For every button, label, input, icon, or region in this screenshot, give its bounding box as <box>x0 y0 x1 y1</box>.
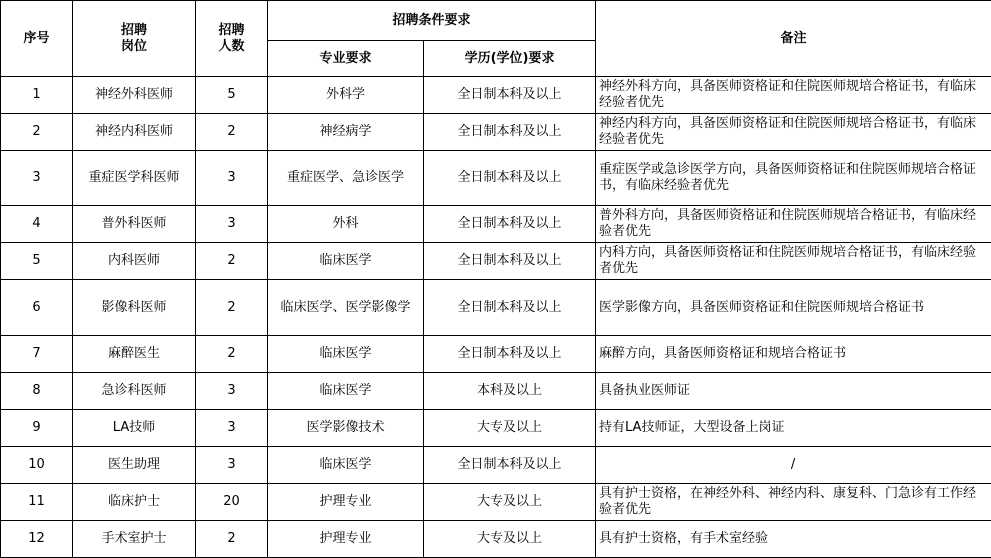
cell-seq: 5 <box>1 243 73 280</box>
cell-remark: 神经内科方向，具备医师资格证和住院医师规培合格证书，有临床经验者优先 <box>596 114 991 151</box>
cell-remark: 内科方向，具备医师资格证和住院医师规培合格证书，有临床经验者优先 <box>596 243 991 280</box>
table-row <box>1 280 991 335</box>
header-row <box>1 1 991 41</box>
cell-education: 全日制本科及以上 <box>424 446 596 483</box>
header-seq: 序号 <box>1 1 73 77</box>
cell-education: 本科及以上 <box>424 372 596 409</box>
cell-major: 临床医学、医学影像学 <box>268 280 424 335</box>
header-remarks: 备注 <box>596 1 991 77</box>
cell-education: 全日制本科及以上 <box>424 77 596 114</box>
cell-seq: 3 <box>1 151 73 206</box>
cell-count: 3 <box>196 206 268 243</box>
table-row <box>1 483 991 520</box>
cell-major: 神经病学 <box>268 114 424 151</box>
header-education: 学历(学位)要求 <box>424 41 596 77</box>
cell-seq: 10 <box>1 446 73 483</box>
table-row <box>1 77 991 114</box>
cell-seq: 2 <box>1 114 73 151</box>
cell-seq: 8 <box>1 372 73 409</box>
table-row <box>1 409 991 446</box>
cell-count: 2 <box>196 280 268 335</box>
cell-education: 全日制本科及以上 <box>424 151 596 206</box>
cell-major: 临床医学 <box>268 372 424 409</box>
table-row <box>1 520 991 557</box>
header-major: 专业要求 <box>268 41 424 77</box>
cell-position: 医生助理 <box>73 446 196 483</box>
cell-major: 护理专业 <box>268 483 424 520</box>
cell-seq: 1 <box>1 77 73 114</box>
cell-remark: 麻醉方向，具备医师资格证和规培合格证书 <box>596 335 991 372</box>
header-conditions: 招聘条件要求 <box>268 1 596 41</box>
header-count-text: 招聘 人数 <box>218 22 245 54</box>
cell-position: 影像科医师 <box>73 280 196 335</box>
header-position <box>73 1 196 77</box>
cell-count: 3 <box>196 151 268 206</box>
table-row <box>1 335 991 372</box>
cell-count: 3 <box>196 409 268 446</box>
cell-count: 2 <box>196 520 268 557</box>
cell-count: 3 <box>196 446 268 483</box>
cell-count: 2 <box>196 335 268 372</box>
cell-position: 手术室护士 <box>73 520 196 557</box>
cell-position: 神经外科医师 <box>73 77 196 114</box>
cell-education: 全日制本科及以上 <box>424 280 596 335</box>
cell-remark: 医学影像方向，具备医师资格证和住院医师规培合格证书 <box>596 280 991 335</box>
cell-seq: 9 <box>1 409 73 446</box>
cell-seq: 12 <box>1 520 73 557</box>
cell-count: 3 <box>196 372 268 409</box>
cell-count: 2 <box>196 243 268 280</box>
cell-remark: 持有LA技师证，大型设备上岗证 <box>596 409 991 446</box>
cell-education: 大专及以上 <box>424 409 596 446</box>
cell-position: 内科医师 <box>73 243 196 280</box>
cell-education: 全日制本科及以上 <box>424 114 596 151</box>
cell-remark: 具有护士资格，有手术室经验 <box>596 520 991 557</box>
table-row <box>1 206 991 243</box>
cell-position: 麻醉医生 <box>73 335 196 372</box>
cell-education: 大专及以上 <box>424 483 596 520</box>
table-row <box>1 114 991 151</box>
table-row <box>1 243 991 280</box>
table-row <box>1 151 991 206</box>
cell-count: 20 <box>196 483 268 520</box>
cell-education: 大专及以上 <box>424 520 596 557</box>
table-row <box>1 446 991 483</box>
cell-remark: 普外科方向，具备医师资格证和住院医师规培合格证书，有临床经验者优先 <box>596 206 991 243</box>
cell-major: 外科学 <box>268 77 424 114</box>
cell-major: 外科 <box>268 206 424 243</box>
cell-remark: 具备执业医师证 <box>596 372 991 409</box>
cell-seq: 4 <box>1 206 73 243</box>
header-position-text: 招聘 岗位 <box>120 22 147 54</box>
cell-education: 全日制本科及以上 <box>424 243 596 280</box>
cell-position: 普外科医师 <box>73 206 196 243</box>
cell-education: 全日制本科及以上 <box>424 335 596 372</box>
cell-count: 2 <box>196 114 268 151</box>
header-count <box>196 1 268 77</box>
cell-major: 医学影像技术 <box>268 409 424 446</box>
cell-remark: 神经外科方向，具备医师资格证和住院医师规培合格证书，有临床经验者优先 <box>596 77 991 114</box>
cell-position: 神经内科医师 <box>73 114 196 151</box>
cell-major: 临床医学 <box>268 446 424 483</box>
table-row <box>1 372 991 409</box>
cell-remark: 重症医学或急诊医学方向，具备医师资格证和住院医师规培合格证书，有临床经验者优先 <box>596 151 991 206</box>
cell-remark: / <box>596 446 991 483</box>
cell-major: 重症医学、急诊医学 <box>268 151 424 206</box>
cell-position: 重症医学科医师 <box>73 151 196 206</box>
cell-seq: 11 <box>1 483 73 520</box>
cell-position: 临床护士 <box>73 483 196 520</box>
cell-education: 全日制本科及以上 <box>424 206 596 243</box>
cell-major: 护理专业 <box>268 520 424 557</box>
cell-seq: 6 <box>1 280 73 335</box>
cell-position: 急诊科医师 <box>73 372 196 409</box>
cell-major: 临床医学 <box>268 243 424 280</box>
cell-seq: 7 <box>1 335 73 372</box>
cell-remark: 具有护士资格，在神经外科、神经内科、康复科、门急诊有工作经验者优先 <box>596 483 991 520</box>
cell-position: LA技师 <box>73 409 196 446</box>
cell-count: 5 <box>196 77 268 114</box>
cell-major: 临床医学 <box>268 335 424 372</box>
